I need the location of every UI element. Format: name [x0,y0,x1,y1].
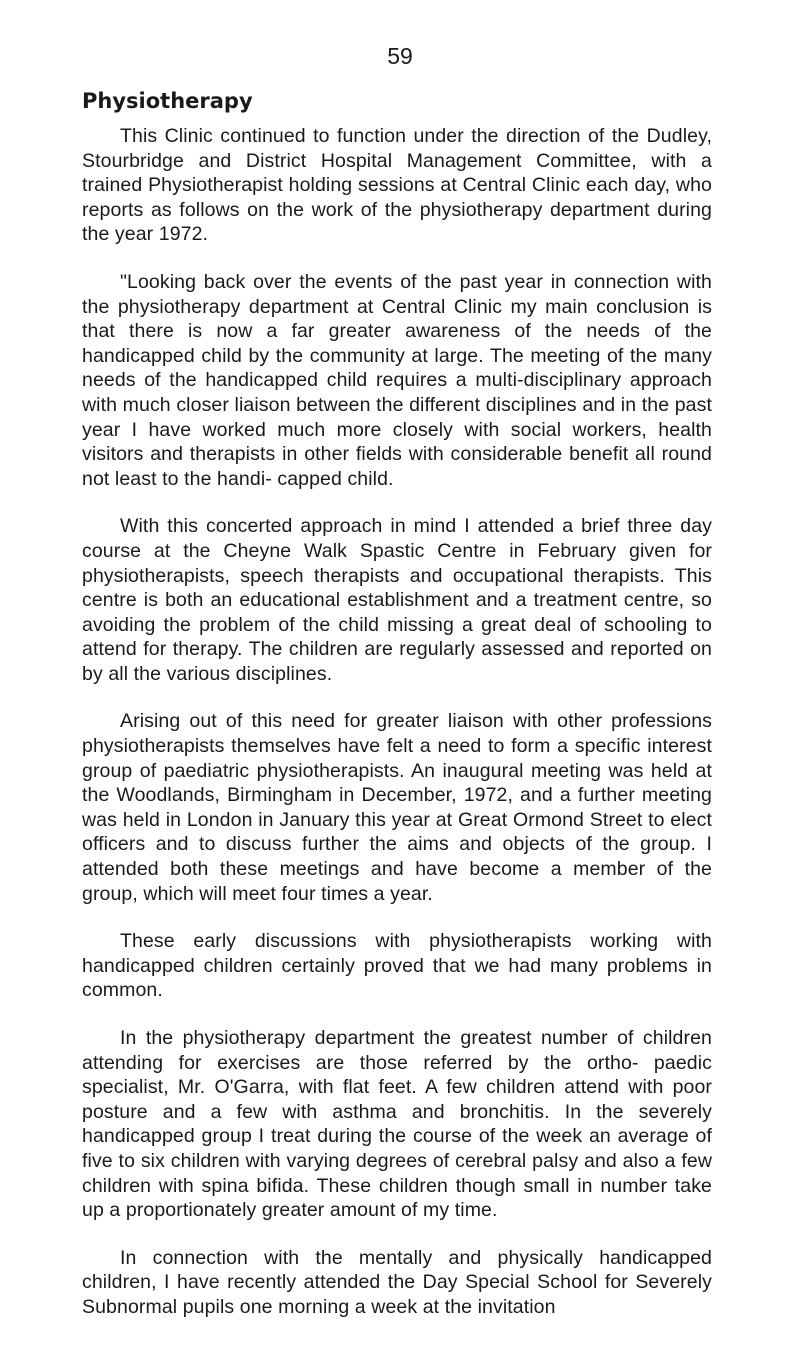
section-heading: Physiotherapy [82,89,253,113]
paragraph-greater-liaison: Arising out of this need for greater liaison with other professions physiotherapists themselves have felt a need to form a specific interest group of paediatric physiotherapists. An inaugural meeting was held at the Woodlands, Birmingham in December, 1972, and a further meeting was held in London in January this year at Great Ormond Street to elect officers and to discuss further the aims and objects of the group. I attended both these meetings and have become a member of the group, which will meet four times a year. [82,710,712,905]
page-number: 59 [387,43,413,69]
paragraph-looking-back: "Looking back over the events of the past year in connection with the physiotherapy department at Central Clinic my main conclusion is that there is now a far greater awareness of the needs of the handicapped child by the community at large. The meeting of the many needs of the handicapped child requires a multi-disciplinary approach with much closer liaison between the different disciplines and in the past year I have worked much more closely with social workers, health visitors and therapists in other fields with considerable benefit all round not least to the handi- capped child. [82,270,712,490]
paragraph-concerted-approach: With this concerted approach in mind I attended a brief three day course at the Cheyne Walk Spastic Centre in February given for physiotherapists, speech therapists and occupational therapists. This centre is both an educational establishment and a treatment centre, so avoiding the problem of the child missing a great deal of schooling to attend for therapy. The children are regularly assessed and reported on by all the various disciplines. [82,515,712,685]
paragraph-department-children: In the physiotherapy department the greatest number of children attending for exercises are those referred by the ortho- paedic specialist, Mr. O'Garra, with flat feet. A few children attend with poor posture and a few with asthma and bronchitis. In the severely handicapped group I treat during the course of the week an average of five to six children with varying degrees of cerebral palsy and also a few children with spina bifida. These children though small in number take up a proportionately greater amount of my time. [82,1027,712,1222]
paragraph-special-school: In connection with the mentally and physically handicapped children, I have recently attended the Day Special School for Severely Subnormal pupils one morning a week at the invitation [82,1246,712,1318]
paragraph-early-discussions: These early discussions with physiotherapists working with handicapped children certainly proved that we had many problems in common. [82,930,712,1002]
paragraph-intro: This Clinic continued to function under the direction of the Dudley, Stourbridge and District Hospital Management Committee, with a trained Physiotherapist holding sessions at Central Clinic each day, who reports as follows on the work of the physiotherapy department during the year 1972. [82,125,712,246]
body-text [82,124,712,1343]
